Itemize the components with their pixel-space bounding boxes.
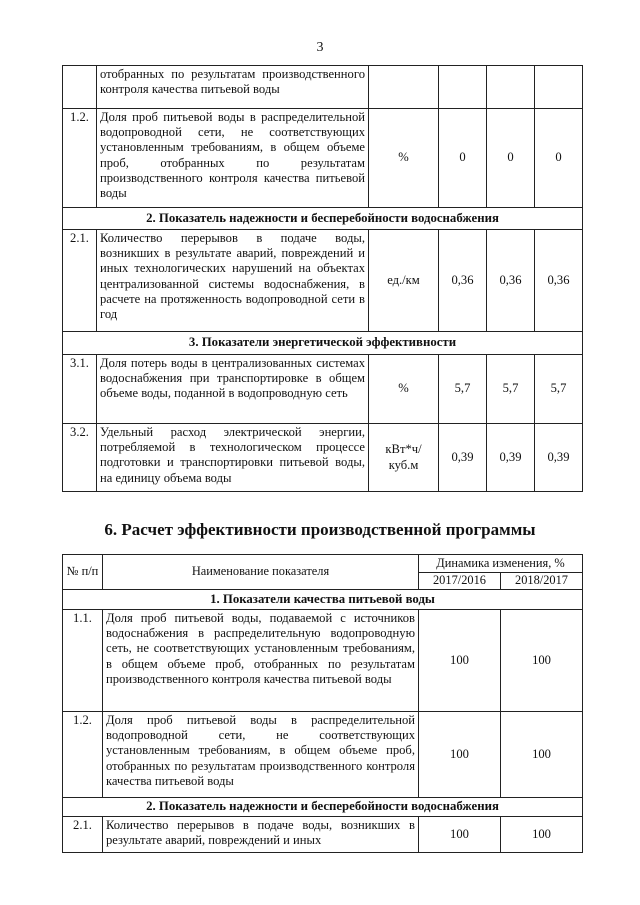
indicator-name: Доля проб питьевой воды в распределительной водопроводной сети, не соответствующих установленным требованиям, в общем объеме проб, отобранных по результатам производственного контроля качества питьевой воды — [103, 712, 419, 798]
value-cell: 0,39 — [535, 424, 583, 492]
indicator-name: Удельный расход электрической энергии, потребляемой в технологическом процессе подготовки и транспортировки питьевой воды, на единицу объема воды — [97, 424, 369, 492]
unit-cell: ед./км — [369, 230, 439, 332]
value-cell: 0,36 — [487, 230, 535, 332]
value-cell: 0,39 — [487, 424, 535, 492]
value-cell: 0,39 — [439, 424, 487, 492]
indicator-name: Доля проб питьевой воды, подаваемой с источников водоснабжения в распределительную водопроводную сеть, не соответствующих установленным требованиям, в общем объеме проб, отобранных по результатам производственного контроля качества питьевой воды — [103, 610, 419, 712]
section-row — [63, 208, 583, 230]
section-heading: 6. Расчет эффективности производственной программы — [104, 520, 536, 539]
section-title: 2. Показатель надежности и бесперебойности водоснабжения — [63, 798, 583, 817]
value-cell: 0,36 — [535, 230, 583, 332]
section-row — [63, 798, 583, 817]
table-row — [63, 817, 583, 853]
table-row — [63, 230, 583, 332]
value-cell: 0 — [487, 109, 535, 208]
value-cell: 100 — [501, 712, 583, 798]
header-row — [63, 555, 583, 573]
value-cell: 0 — [535, 109, 583, 208]
table-row — [63, 355, 583, 424]
header-name: Наименование показателя — [103, 555, 419, 590]
table-row — [63, 610, 583, 712]
header-period-1: 2017/2016 — [419, 573, 501, 590]
indicator-name: Количество перерывов в подаче воды, возникших в результате аварий, повреждений и иных — [103, 817, 419, 853]
header-number: № п/п — [63, 555, 103, 590]
value-cell: 100 — [419, 817, 501, 853]
table-row — [63, 712, 583, 798]
unit-cell: % — [369, 109, 439, 208]
value-cell: 5,7 — [439, 355, 487, 424]
value-cell — [535, 66, 583, 109]
header-period-2: 2018/2017 — [501, 573, 583, 590]
page-number: 3 — [316, 40, 324, 55]
value-cell: 100 — [419, 610, 501, 712]
value-cell: 100 — [419, 712, 501, 798]
value-cell: 100 — [501, 817, 583, 853]
value-cell: 5,7 — [535, 355, 583, 424]
table-row — [63, 109, 583, 208]
section-row — [63, 332, 583, 355]
row-number — [63, 66, 97, 109]
efficiency-table — [62, 554, 583, 853]
section-title: 1. Показатели качества питьевой воды — [63, 590, 583, 610]
indicator-name: Доля потерь воды в централизованных системах водоснабжения при транспортировке в общем объеме воды, поданной в водопроводную сеть — [97, 355, 369, 424]
value-cell: 100 — [501, 610, 583, 712]
unit-cell: кВт*ч/ куб.м — [369, 424, 439, 492]
indicator-name: Количество перерывов в подаче воды, возникших в результате аварий, повреждений и иных технологических нарушений на объектах централизованной системы водоснабжения, в расчете на протяженность водопроводной сети в год — [97, 230, 369, 332]
section-row — [63, 590, 583, 610]
unit-cell — [369, 66, 439, 109]
unit-cell: % — [369, 355, 439, 424]
value-cell: 0,36 — [439, 230, 487, 332]
row-number: 3.2. — [63, 424, 97, 492]
row-number: 1.2. — [63, 109, 97, 208]
value-cell: 5,7 — [487, 355, 535, 424]
value-cell — [487, 66, 535, 109]
indicator-name: отобранных по результатам производственного контроля качества питьевой воды — [97, 66, 369, 109]
row-number: 2.1. — [63, 817, 103, 853]
row-number: 1.2. — [63, 712, 103, 798]
value-cell — [439, 66, 487, 109]
indicators-table — [62, 65, 583, 492]
indicator-name: Доля проб питьевой воды в распределительной водопроводной сети, не соответствующих установленным требованиям, в общем объеме проб, отобранных по результатам производственного контроля качества питьевой воды — [97, 109, 369, 208]
row-number: 3.1. — [63, 355, 97, 424]
header-dynamics: Динамика изменения, % — [419, 555, 583, 573]
row-number: 2.1. — [63, 230, 97, 332]
row-number: 1.1. — [63, 610, 103, 712]
value-cell: 0 — [439, 109, 487, 208]
table-row — [63, 66, 583, 109]
section-title: 2. Показатель надежности и бесперебойности водоснабжения — [63, 208, 583, 230]
section-title: 3. Показатели энергетической эффективности — [63, 332, 583, 355]
table-row — [63, 424, 583, 492]
